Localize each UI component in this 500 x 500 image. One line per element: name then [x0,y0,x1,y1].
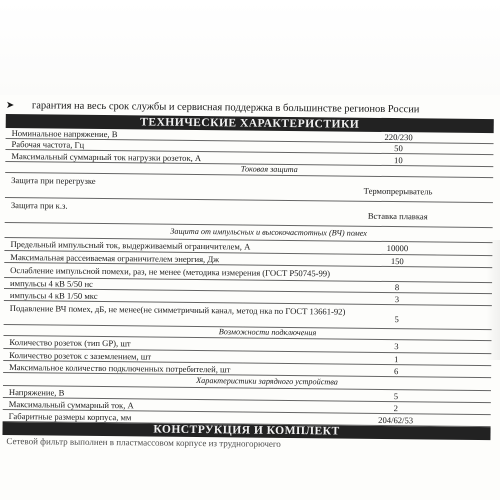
spec-table [3,128,494,427]
spec-label: импульсы 4 кВ 1/50 мкс [9,290,98,301]
spec-value: 5 [394,314,399,325]
spec-value: Вставка плавкая [367,210,428,222]
spec-sheet [2,98,494,452]
spec-label: Количество розеток (тип GP), шт [9,337,131,349]
spec-value: 3 [394,294,400,305]
section-heading-text: Защита от импульсных и высокочастотных (ВЧ) помех [170,226,367,238]
spec-value: 3 [394,341,399,352]
construction-header: КОНСТРУКЦИЯ И КОМПЛЕКТ [2,422,490,440]
spec-label: Максимальный суммарный ток, А [8,399,134,411]
spec-label: Максимальная рассеиваемая ограничителем энергия, Дж [10,252,220,265]
spec-label: Рабочая частота, Гц [11,139,85,150]
section-heading-text: Возможности подключения [218,327,317,338]
spec-label: Габаритные размеры корпуса, мм [8,411,132,423]
spec-value [332,268,462,269]
spec-label: Напряжение, В [8,387,65,398]
spec-label: Предельный импульсный ток, выдерживаемый ограничителем, А [10,239,251,252]
spec-value: 6 [393,366,399,377]
spec-label: Максимальное количество подключенных потребителей, шт [9,362,231,375]
spec-label: Максимальный суммарный ток нагрузки розеток, А [11,151,202,164]
spec-value: 204/62/53 [378,414,414,426]
intro-text: гарантия на весь срок службы и сервисная поддержка в большинстве регионов России [31,100,420,116]
spec-value: 8 [394,282,400,293]
construction-text: Сетевой фильтр выполнен в пластмассовом корпусе из трудногорючего [6,436,281,449]
spec-label: Ослабление импульсной помехи, раз, не менее (методика измерения (ГОСТ Р50745-99) [10,265,331,279]
blank-margin [0,0,500,95]
spec-label: Защита при перегрузке [11,175,96,186]
spec-label: импульсы 4 кВ 5/50 нс [10,278,93,289]
spec-header: ТЕХНИЧЕСКИЕ ХАРАКТЕРИСТИКИ [6,114,494,133]
spec-value: 1 [394,354,399,365]
spec-label: Номинальное напряжение, В [11,128,118,140]
spec-value: 10000 [386,242,409,254]
spec-value: 2 [393,403,398,414]
spec-value: 10 [394,155,403,166]
spec-value: 150 [390,256,404,267]
section-heading-text: Характеристики зарядного устройства [196,376,338,387]
spec-label: Количество розеток с заземлением, шт [9,350,152,362]
spec-label: Подавление ВЧ помех, дБ, не менее(не симметричный канал, метод нка по ГОСТ 13661-92) [9,303,346,317]
spec-value: 50 [394,143,403,154]
arrow-bullet-icon: ➤ [5,99,15,112]
spec-label: Защита при к.з. [10,200,68,211]
section-heading-text: Токовая защита [240,164,298,175]
spec-value: Термопрерыватель [363,185,433,197]
spec-value: 220/230 [384,131,413,143]
spec-value: 5 [393,391,399,402]
